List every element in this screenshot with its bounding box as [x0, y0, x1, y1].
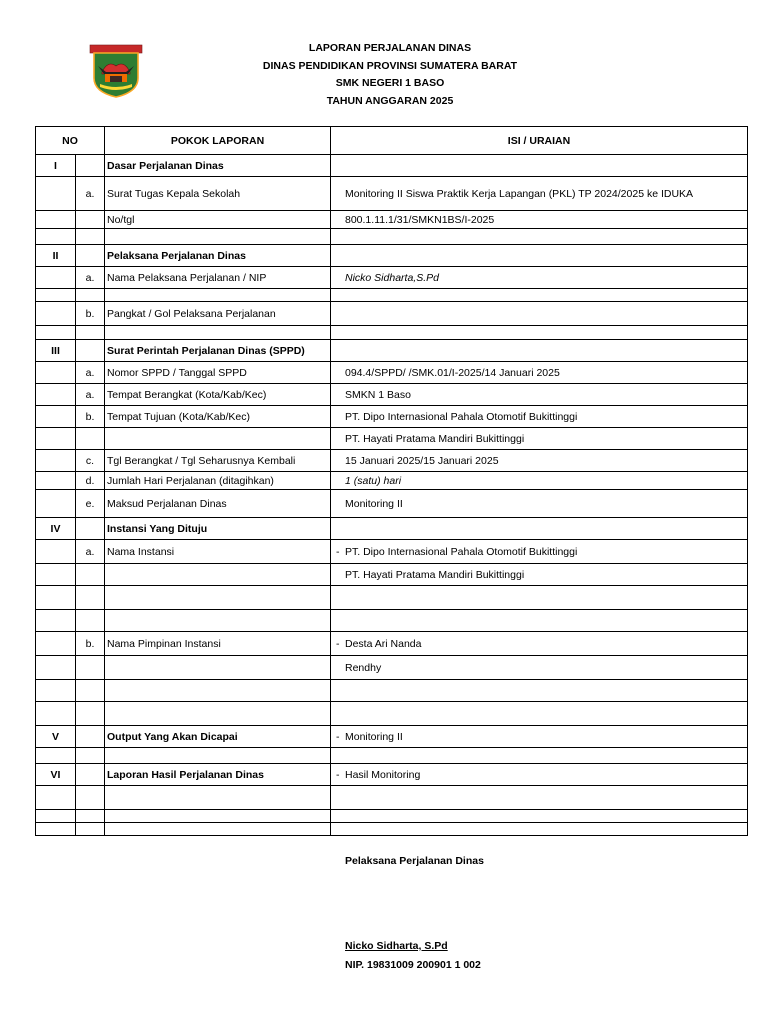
row-number: VI	[36, 764, 76, 786]
table-row	[36, 764, 748, 786]
row-number	[36, 362, 76, 384]
row-sub-letter	[76, 229, 105, 245]
row-number	[36, 406, 76, 428]
row-number	[36, 450, 76, 472]
signature-nip: NIP. 19831009 200901 1 002	[345, 959, 481, 971]
row-isi-text: 800.1.11.1/31/SMKN1BS/I-2025	[345, 213, 495, 226]
row-isi-text: Monitoring II Siswa Praktik Kerja Lapangan (PKL) TP 2024/2025 ke IDUKA	[345, 187, 694, 200]
row-number	[36, 586, 76, 610]
row-pokok-laporan	[105, 656, 331, 680]
row-number	[36, 656, 76, 680]
row-sub-letter: a.	[76, 177, 105, 211]
row-number	[36, 564, 76, 586]
table-row	[36, 326, 748, 340]
row-sub-letter	[76, 823, 105, 836]
table-row	[36, 810, 748, 823]
row-isi-text: 1 (satu) hari	[345, 474, 402, 487]
row-sub-letter: d.	[76, 472, 105, 490]
table-row	[36, 823, 748, 836]
row-sub-letter	[76, 680, 105, 702]
table-row	[36, 267, 748, 289]
row-number	[36, 632, 76, 656]
row-isi-uraian	[331, 764, 748, 786]
row-isi-uraian	[331, 245, 748, 267]
sumatera-barat-logo-icon	[88, 44, 144, 98]
row-number	[36, 540, 76, 564]
row-isi-uraian	[331, 229, 748, 245]
row-isi-uraian	[331, 610, 748, 632]
table-row	[36, 177, 748, 211]
row-number	[36, 748, 76, 764]
table-row	[36, 540, 748, 564]
row-isi-text: Monitoring II	[345, 730, 403, 743]
table-row	[36, 702, 748, 726]
row-sub-letter	[76, 340, 105, 362]
row-isi-text: 15 Januari 2025/15 Januari 2025	[345, 454, 499, 467]
table-row	[36, 726, 748, 748]
row-isi-text: Hasil Monitoring	[345, 768, 421, 781]
table-row	[36, 384, 748, 406]
row-isi-uraian	[331, 786, 748, 810]
row-sub-letter: b.	[76, 302, 105, 326]
row-number	[36, 326, 76, 340]
table-row	[36, 490, 748, 518]
row-number	[36, 490, 76, 518]
row-sub-letter	[76, 564, 105, 586]
row-number: IV	[36, 518, 76, 540]
row-pokok-laporan: Laporan Hasil Perjalanan Dinas	[105, 764, 331, 786]
row-isi-uraian	[331, 656, 748, 680]
row-isi-uraian	[331, 384, 748, 406]
row-isi-uraian	[331, 340, 748, 362]
row-sub-letter	[76, 518, 105, 540]
row-sub-letter	[76, 326, 105, 340]
table-row	[36, 302, 748, 326]
row-pokok-laporan: Dasar Perjalanan Dinas	[105, 155, 331, 177]
table-row	[36, 786, 748, 810]
row-isi-text: PT. Hayati Pratama Mandiri Bukittinggi	[345, 568, 525, 581]
row-pokok-laporan	[105, 586, 331, 610]
row-pokok-laporan	[105, 326, 331, 340]
row-isi-uraian	[331, 632, 748, 656]
row-pokok-laporan: Surat Tugas Kepala Sekolah	[105, 177, 331, 211]
row-isi-uraian	[331, 289, 748, 302]
table-row	[36, 340, 748, 362]
row-pokok-laporan	[105, 610, 331, 632]
row-isi-uraian	[331, 267, 748, 289]
row-sub-letter: c.	[76, 450, 105, 472]
row-number	[36, 289, 76, 302]
row-isi-uraian	[331, 406, 748, 428]
row-number: V	[36, 726, 76, 748]
header-agency: DINAS PENDIDIKAN PROVINSI SUMATERA BARAT	[262, 59, 518, 72]
row-isi-uraian	[331, 810, 748, 823]
row-pokok-laporan: Instansi Yang Dituju	[105, 518, 331, 540]
column-header-pokok-laporan: POKOK LAPORAN	[105, 127, 331, 155]
row-sub-letter	[76, 786, 105, 810]
row-pokok-laporan	[105, 289, 331, 302]
row-pokok-laporan: Maksud Perjalanan Dinas	[105, 490, 331, 518]
table-row	[36, 362, 748, 384]
row-pokok-laporan: Nama Pelaksana Perjalanan / NIP	[105, 267, 331, 289]
table-row	[36, 450, 748, 472]
row-number	[36, 177, 76, 211]
row-pokok-laporan	[105, 810, 331, 823]
row-isi-uraian	[331, 726, 748, 748]
row-sub-letter: a.	[76, 362, 105, 384]
row-isi-uraian	[331, 702, 748, 726]
row-pokok-laporan	[105, 428, 331, 450]
column-header-isi-uraian: ISI / URAIAN	[331, 127, 748, 155]
row-number: I	[36, 155, 76, 177]
table-row	[36, 748, 748, 764]
row-isi-uraian	[331, 586, 748, 610]
row-sub-letter	[76, 726, 105, 748]
header-fiscal-year: TAHUN ANGGARAN 2025	[326, 94, 454, 107]
bullet-dash: -	[336, 637, 340, 650]
row-pokok-laporan	[105, 564, 331, 586]
header-title: LAPORAN PERJALANAN DINAS	[308, 42, 472, 54]
row-isi-text: 094.4/SPPD/ /SMK.01/I-2025/14 Januari 2025	[345, 366, 560, 379]
row-sub-letter	[76, 610, 105, 632]
row-pokok-laporan	[105, 229, 331, 245]
table-row	[36, 632, 748, 656]
row-sub-letter	[76, 428, 105, 450]
row-sub-letter	[76, 211, 105, 229]
table-row	[36, 680, 748, 702]
row-number	[36, 680, 76, 702]
row-isi-uraian	[331, 302, 748, 326]
row-sub-letter	[76, 289, 105, 302]
row-sub-letter	[76, 656, 105, 680]
row-sub-letter: b.	[76, 632, 105, 656]
row-number: II	[36, 245, 76, 267]
row-sub-letter	[76, 810, 105, 823]
row-pokok-laporan: Nama Pimpinan Instansi	[105, 632, 331, 656]
row-isi-uraian	[331, 823, 748, 836]
row-number: III	[36, 340, 76, 362]
row-isi-text: Nicko Sidharta,S.Pd	[345, 271, 439, 284]
row-isi-uraian	[331, 362, 748, 384]
row-isi-uraian	[331, 211, 748, 229]
table-row	[36, 586, 748, 610]
row-sub-letter: b.	[76, 406, 105, 428]
signature-name: Nicko Sidharta, S.Pd	[345, 940, 448, 952]
row-pokok-laporan	[105, 748, 331, 764]
row-isi-uraian	[331, 540, 748, 564]
row-isi-uraian	[331, 177, 748, 211]
document-header	[180, 40, 600, 110]
table-row	[36, 406, 748, 428]
row-pokok-laporan: Nama Instansi	[105, 540, 331, 564]
row-isi-text: PT. Hayati Pratama Mandiri Bukittinggi	[345, 432, 525, 445]
report-table	[35, 126, 748, 836]
row-pokok-laporan: Tempat Tujuan (Kota/Kab/Kec)	[105, 406, 331, 428]
row-pokok-laporan: Output Yang Akan Dicapai	[105, 726, 331, 748]
table-header-row	[36, 127, 748, 155]
row-isi-uraian	[331, 518, 748, 540]
row-sub-letter: a.	[76, 540, 105, 564]
row-pokok-laporan: Nomor SPPD / Tanggal SPPD	[105, 362, 331, 384]
table-row	[36, 656, 748, 680]
row-number	[36, 823, 76, 836]
row-isi-uraian	[331, 490, 748, 518]
table-row	[36, 428, 748, 450]
row-number	[36, 211, 76, 229]
row-pokok-laporan: Tgl Berangkat / Tgl Seharusnya Kembali	[105, 450, 331, 472]
row-isi-text: Monitoring II	[345, 497, 403, 510]
row-isi-uraian	[331, 428, 748, 450]
row-sub-letter	[76, 748, 105, 764]
row-sub-letter	[76, 702, 105, 726]
table-row	[36, 229, 748, 245]
row-isi-uraian	[331, 326, 748, 340]
table-row	[36, 564, 748, 586]
column-header-no: NO	[36, 127, 105, 155]
row-pokok-laporan	[105, 823, 331, 836]
table-row	[36, 289, 748, 302]
bullet-dash: -	[336, 545, 340, 558]
signature-title: Pelaksana Perjalanan Dinas	[345, 855, 484, 867]
row-pokok-laporan: Tempat Berangkat (Kota/Kab/Kec)	[105, 384, 331, 406]
row-number	[36, 702, 76, 726]
bullet-dash: -	[336, 768, 340, 781]
row-pokok-laporan: Surat Perintah Perjalanan Dinas (SPPD)	[105, 340, 331, 362]
header-school: SMK NEGERI 1 BASO	[335, 77, 445, 89]
row-isi-uraian	[331, 564, 748, 586]
table-row	[36, 518, 748, 540]
row-isi-text: Rendhy	[345, 661, 382, 674]
row-number	[36, 267, 76, 289]
row-pokok-laporan: Pangkat / Gol Pelaksana Perjalanan	[105, 302, 331, 326]
row-isi-uraian	[331, 450, 748, 472]
row-pokok-laporan: Jumlah Hari Perjalanan (ditagihkan)	[105, 472, 331, 490]
row-number	[36, 229, 76, 245]
row-number	[36, 302, 76, 326]
row-pokok-laporan: No/tgl	[105, 211, 331, 229]
row-number	[36, 786, 76, 810]
row-isi-text: SMKN 1 Baso	[345, 388, 411, 401]
row-sub-letter	[76, 586, 105, 610]
row-pokok-laporan	[105, 702, 331, 726]
table-row	[36, 211, 748, 229]
bullet-dash: -	[336, 730, 340, 743]
row-number	[36, 384, 76, 406]
row-pokok-laporan	[105, 680, 331, 702]
row-isi-uraian	[331, 155, 748, 177]
row-number	[36, 610, 76, 632]
row-sub-letter	[76, 245, 105, 267]
row-isi-text: PT. Dipo Internasional Pahala Otomotif Bukittinggi	[345, 545, 578, 558]
row-pokok-laporan	[105, 786, 331, 810]
row-number	[36, 472, 76, 490]
table-row	[36, 245, 748, 267]
table-row	[36, 472, 748, 490]
row-sub-letter: a.	[76, 384, 105, 406]
row-number	[36, 428, 76, 450]
row-pokok-laporan: Pelaksana Perjalanan Dinas	[105, 245, 331, 267]
row-sub-letter: e.	[76, 490, 105, 518]
row-sub-letter: a.	[76, 267, 105, 289]
row-sub-letter	[76, 764, 105, 786]
row-isi-text: PT. Dipo Internasional Pahala Otomotif Bukittinggi	[345, 410, 578, 423]
row-isi-text: Desta Ari Nanda	[345, 637, 422, 650]
row-isi-uraian	[331, 680, 748, 702]
table-row	[36, 610, 748, 632]
row-number	[36, 810, 76, 823]
table-row	[36, 155, 748, 177]
row-sub-letter	[76, 155, 105, 177]
row-isi-uraian	[331, 472, 748, 490]
row-isi-uraian	[331, 748, 748, 764]
